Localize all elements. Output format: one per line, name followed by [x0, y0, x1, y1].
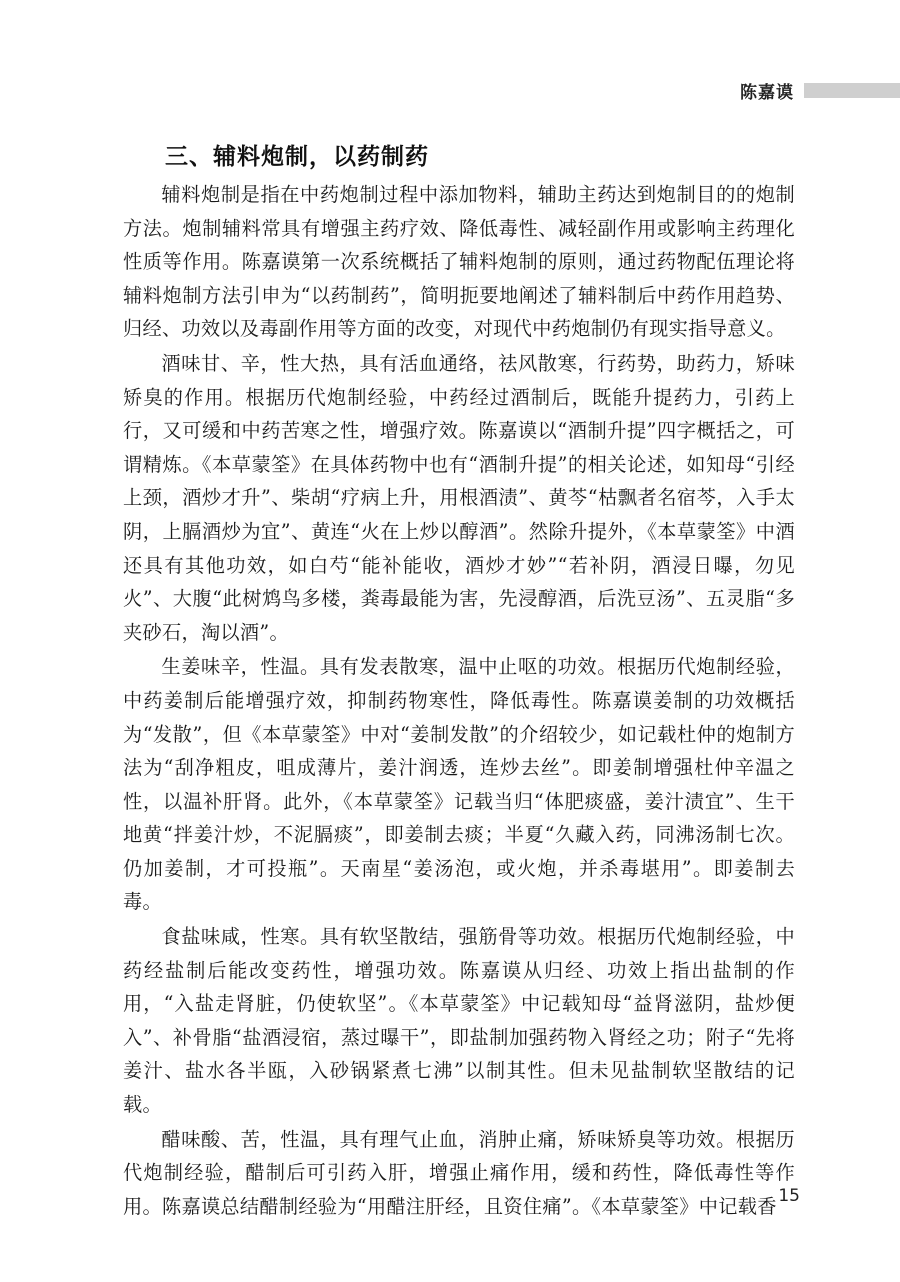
running-header	[740, 79, 900, 101]
running-header-title: 陈嘉谟	[740, 82, 794, 103]
paragraph-ginger-processing: 生姜味辛，性温。具有发表散寒，温中止呕的功效。根据历代炮制经验，中药姜制后能增强疗效，抑制药物寒性，降低毒性。陈嘉谟姜制的功效概括为“发散”，但《本草蒙筌》中对“姜制发散”的介绍较少，如记载杜仲的炮制方法为“刮净粗皮，咀成薄片，姜汁润透，连炒去丝”。即姜制增强杜仲辛温之性，以温补肝肾。此外，《本草蒙筌》记载当归“体肥痰盛，姜汁渍宜”、生干地黄“拌姜汁炒，不泥膈痰”，即姜制去痰；半夏“久藏入药，同沸汤制七次。仍加姜制，才可投瓶”。天南星“姜汤泡，或火炮，并杀毒堪用”。即姜制去毒。	[123, 655, 795, 914]
body-text	[123, 178, 795, 1224]
page-number: 15	[778, 1186, 800, 1206]
section-heading: 三、辅料炮制，以药制药	[165, 144, 429, 170]
paragraph-salt-processing: 食盐味咸，性寒。具有软坚散结，强筋骨等功效。根据历代炮制经验，中药经盐制后能改变药性，增强功效。陈嘉谟从归经、功效上指出盐制的作用，“入盐走肾脏，仍使软坚”。《本草蒙筌》中记载知母“益肾滋阴，盐炒便入”、补骨脂“盐酒浸宿，蒸过曝干”，即盐制加强药物入肾经之功；附子“先将姜汁、盐水各半瓯，入砂锅紧煮七沸”以制其性。但未见盐制软坚散结的记载。	[123, 925, 795, 1117]
header-decorative-bar	[804, 83, 900, 98]
paragraph-wine-processing: 酒味甘、辛，性大热，具有活血通络，祛风散寒，行药势，助药力，矫味矫臭的作用。根据历代炮制经验，中药经过酒制后，既能升提药力，引药上行，又可缓和中药苦寒之性，增强疗效。陈嘉谟以“酒制升提”四字概括之，可谓精炼。《本草蒙筌》在具体药物中也有“酒制升提”的相关论述，如知母“引经上颈，酒炒才升”、柴胡“疗病上升，用根酒渍”、黄芩“枯飘者名宿芩，入手太阴，上膈酒炒为宜”、黄连“火在上炒以醇酒”。然除升提外，《本草蒙筌》中酒还具有其他功效，如白芍“能补能收，酒炒才妙”“若补阴，酒浸日曝，勿见火”、大腹“此树鸩鸟多楼，粪毒最能为害，先浸醇酒，后洗豆汤”、五灵脂“多夹砂石，淘以酒”。	[123, 351, 795, 644]
paragraph-vinegar-processing: 醋味酸、苦，性温，具有理气止血，消肿止痛，矫味矫臭等功效。根据历代炮制经验，醋制后可引药入肝，增强止痛作用，缓和药性，降低毒性等作用。陈嘉谟总结醋制经验为“用醋注肝经，且资住痛”。《本草蒙筌》中记载香	[123, 1127, 795, 1218]
paragraph-auxiliary-processing: 辅料炮制是指在中药炮制过程中添加物料，辅助主药达到炮制目的的炮制方法。炮制辅料常具有增强主药疗效、降低毒性、减轻副作用或影响主药理化性质等作用。陈嘉谟第一次系统概括了辅料炮制的原则，通过药物配伍理论将辅料炮制方法引申为“以药制药”，简明扼要地阐述了辅料制后中药作用趋势、归经、功效以及毒副作用等方面的改变，对现代中药炮制仍有现实指导意义。	[123, 183, 795, 341]
